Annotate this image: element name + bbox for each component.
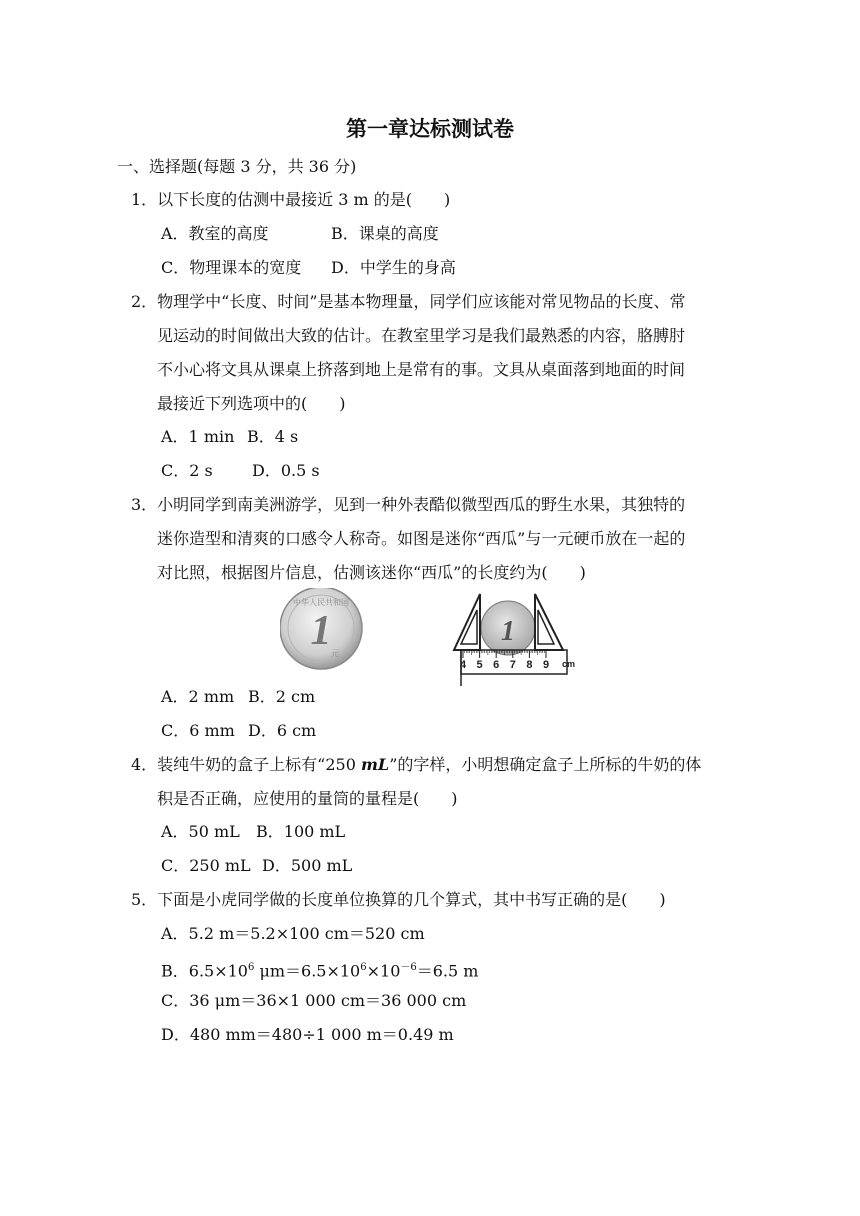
option-b-part-2: μm＝6.5×10 <box>254 961 361 981</box>
question-2-stem-line-4: 最接近下列选项中的( ) <box>157 394 346 413</box>
option-b-exponent-2: 6 <box>360 962 367 973</box>
coin-icon <box>280 588 362 669</box>
question-3-option-b: B．2 cm <box>248 687 316 706</box>
question-5-option-a: A．5.2 m＝5.2×100 cm＝520 cm <box>161 924 425 943</box>
question-2-stem-line-1: 2．物理学中“长度、时间”是基本物理量，同学们应该能对常见物品的长度、常 <box>131 292 686 311</box>
question-4-option-d: D．500 mL <box>262 856 353 875</box>
coin-denomination: 1 <box>310 608 332 654</box>
question-4-stem-post: ”的字样，小明想确定盒子上所标的牛奶的体 <box>389 755 702 774</box>
question-1-option-a: A．教室的高度 <box>161 224 269 243</box>
question-4-stem-line-2: 积是否正确，应使用的量筒的量程是( ) <box>157 789 458 808</box>
ruler-tick-label: 7 <box>509 659 516 671</box>
option-b-part-1: B．6.5×10 <box>161 961 248 981</box>
ruler-tick-label: 8 <box>526 659 533 671</box>
question-4-option-a: A．50 mL <box>161 822 240 841</box>
ruler-unit-label: cm <box>562 659 576 669</box>
coin-ruler-illustration <box>280 588 600 688</box>
question-2-option-a: A．1 min <box>161 427 235 446</box>
left-set-square-icon <box>454 594 480 650</box>
question-1-option-c: C．物理课本的宽度 <box>161 258 302 277</box>
ruler-tick-label: 9 <box>542 659 550 671</box>
question-3-figure <box>280 588 600 688</box>
question-5-stem: 5．下面是小虎同学做的长度单位换算的几个算式，其中书写正确的是( ) <box>131 890 666 909</box>
option-b-exponent-3: －6 <box>400 962 417 973</box>
question-2-option-c: C．2 s <box>161 461 213 480</box>
question-3-stem-line-3: 对比照，根据图片信息，估测该迷你“西瓜”的长度约为( ) <box>157 563 586 582</box>
question-4-option-c: C．250 mL <box>161 856 251 875</box>
section-heading: 一、选择题(每题 3 分，共 36 分) <box>117 157 357 176</box>
question-2-option-b: B．4 s <box>247 427 299 446</box>
question-1-stem: 1．以下长度的估测中最接近 3 m 的是( ) <box>131 190 451 209</box>
question-1-option-d: D．中学生的身高 <box>331 258 456 277</box>
question-3-option-d: D．6 cm <box>248 721 317 740</box>
question-4-option-b: B．100 mL <box>256 822 346 841</box>
mini-watermelon-icon <box>481 601 535 655</box>
question-2-stem-line-2: 见运动的时间做出大致的估计。在教室里学习是我们最熟悉的内容，胳膊肘 <box>157 326 686 345</box>
ruler-tick-label: 5 <box>476 659 483 671</box>
coin-inscription: 中华人民共和国 <box>293 598 349 607</box>
question-5-option-c: C．36 μm＝36×1 000 cm＝36 000 cm <box>161 991 467 1010</box>
ruler-labels <box>460 659 549 671</box>
question-5-option-b <box>161 958 478 981</box>
question-3-stem-line-2: 迷你造型和清爽的口感令人称奇。如图是迷你“西瓜”与一元硬币放在一起的 <box>157 529 686 548</box>
ruler-tick-label: 6 <box>493 659 500 671</box>
ruler-ticks <box>463 650 546 658</box>
question-4-stem-line-1 <box>131 755 701 775</box>
question-4-stem-pre: 4．装纯牛奶的盒子上标有“250 <box>131 755 361 774</box>
option-b-part-4: ＝6.5 m <box>416 961 479 981</box>
page-title: 第一章达标测试卷 <box>346 117 514 141</box>
option-b-part-3: ×10 <box>366 961 401 981</box>
question-2-option-d: D．0.5 s <box>252 461 320 480</box>
question-4-stem-unit: mL <box>361 755 390 774</box>
ruler-icon <box>460 650 575 686</box>
svg-text:1: 1 <box>501 616 515 647</box>
question-3-option-a: A．2 mm <box>161 687 235 706</box>
question-1-option-b: B．课桌的高度 <box>331 224 439 243</box>
coin-unit: 元 <box>331 649 339 658</box>
right-set-square-icon <box>535 594 563 650</box>
ruler-tick-label: 4 <box>459 659 467 671</box>
question-5-option-d: D．480 mm＝480÷1 000 m＝0.49 m <box>161 1025 454 1044</box>
question-3-option-c: C．6 mm <box>161 721 235 740</box>
option-b-exponent-1: 6 <box>247 962 255 973</box>
question-2-stem-line-3: 不小心将文具从课桌上挤落到地上是常有的事。文具从桌面落到地面的时间 <box>157 360 686 379</box>
question-3-stem-line-1: 3．小明同学到南美洲游学，见到一种外表酷似微型西瓜的野生水果，其独特的 <box>131 495 686 514</box>
